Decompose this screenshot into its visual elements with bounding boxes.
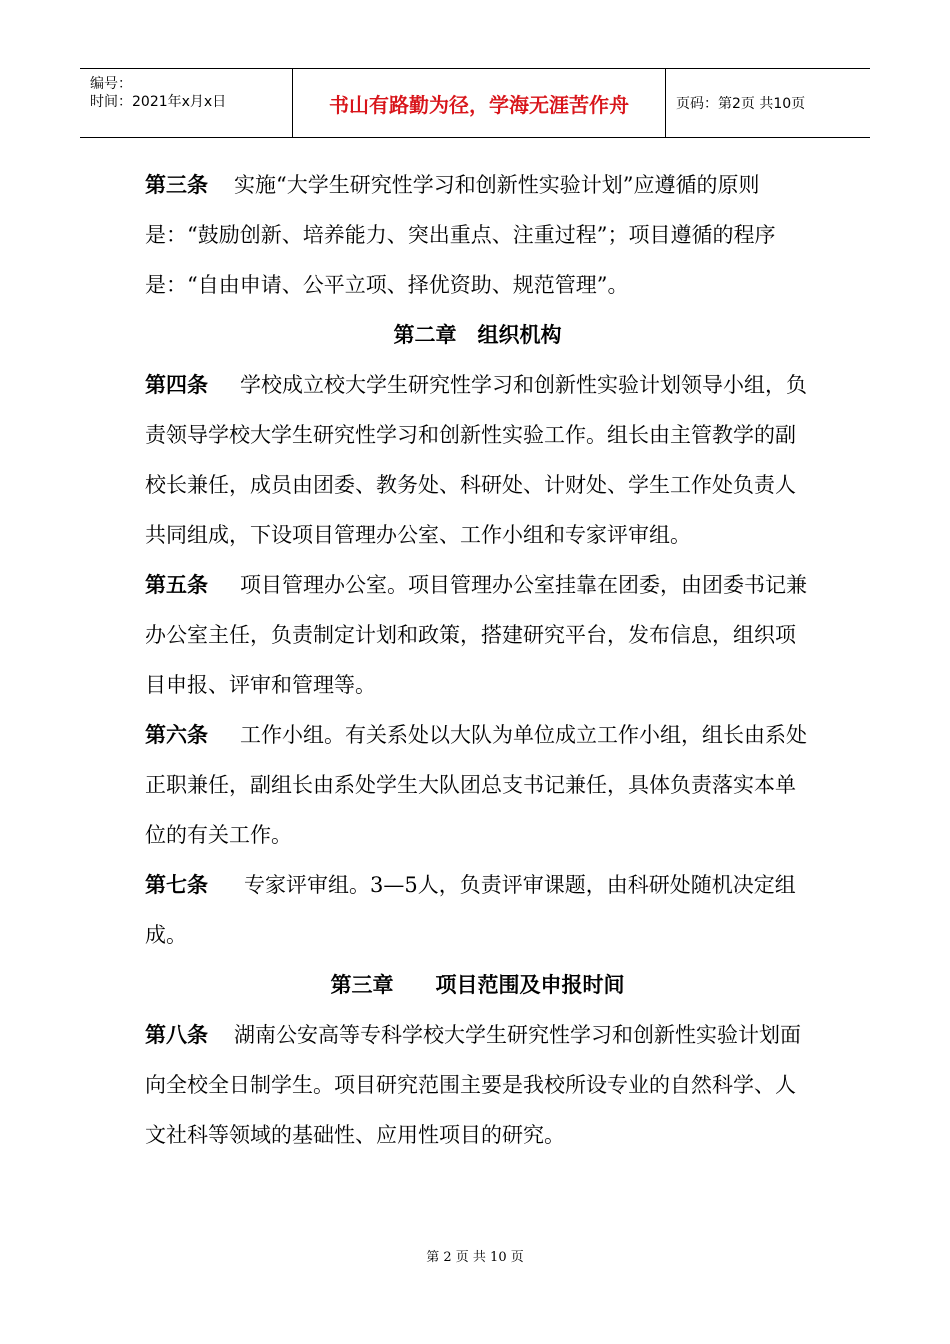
- article-4: [145, 360, 810, 560]
- document-body: [145, 160, 810, 1160]
- article-8: [145, 1010, 810, 1160]
- header-meta: [80, 69, 293, 137]
- header-page-info: 页码：第2页 共10页: [676, 96, 806, 112]
- article-5: [145, 560, 810, 710]
- page-header: [80, 68, 870, 138]
- header-time-label: 时间：2021年x月x日: [90, 94, 227, 110]
- page-footer: 第 2 页 共 10 页: [426, 1250, 524, 1265]
- article-label: 第六条: [145, 723, 208, 747]
- article-label: 第四条: [145, 373, 208, 397]
- article-text: 项目管理办公室。项目管理办公室挂靠在团委，由团委书记兼办公室主任，负责制定计划和政策，搭建研究平台，发布信息，组织项目申报、评审和管理等。: [145, 573, 807, 697]
- article-text: 学校成立校大学生研究性学习和创新性实验计划领导小组，负责领导学校大学生研究性学习和创新性实验工作。组长由主管教学的副校长兼任，成员由团委、教务处、科研处、计财处、学生工作处负责人共同组成，下设项目管理办公室、工作小组和专家评审组。: [145, 373, 807, 547]
- article-3: [145, 160, 810, 310]
- article-label: 第五条: [145, 573, 208, 597]
- article-6: [145, 710, 810, 860]
- article-label: 第八条: [145, 1023, 208, 1047]
- chapter-heading-2: 第二章 组织机构: [393, 323, 562, 347]
- article-text: 实施“大学生研究性学习和创新性实验计划”应遵循的原则是：“鼓励创新、培养能力、突出重点、注重过程”；项目遵循的程序是：“自由申请、公平立项、择优资助、规范管理”。: [145, 173, 776, 297]
- header-number-label: 编号：: [90, 76, 132, 92]
- article-label: 第七条: [145, 873, 208, 897]
- header-motto: 书山有路勤为径，学海无涯苦作舟: [293, 69, 666, 137]
- article-text: 湖南公安高等专科学校大学生研究性学习和创新性实验计划面向全校全日制学生。项目研究范围主要是我校所设专业的自然科学、人文社科等领域的基础性、应用性项目的研究。: [145, 1023, 801, 1147]
- chapter-heading-3: 第三章 项目范围及申报时间: [330, 973, 625, 997]
- article-7: [145, 860, 810, 960]
- article-label: 第三条: [145, 173, 208, 197]
- article-text: 专家评审组。3—5人，负责评审课题，由科研处随机决定组成。: [145, 873, 796, 947]
- article-text: 工作小组。有关系处以大队为单位成立工作小组，组长由系处正职兼任，副组长由系处学生大队团总支书记兼任，具体负责落实本单位的有关工作。: [145, 723, 807, 847]
